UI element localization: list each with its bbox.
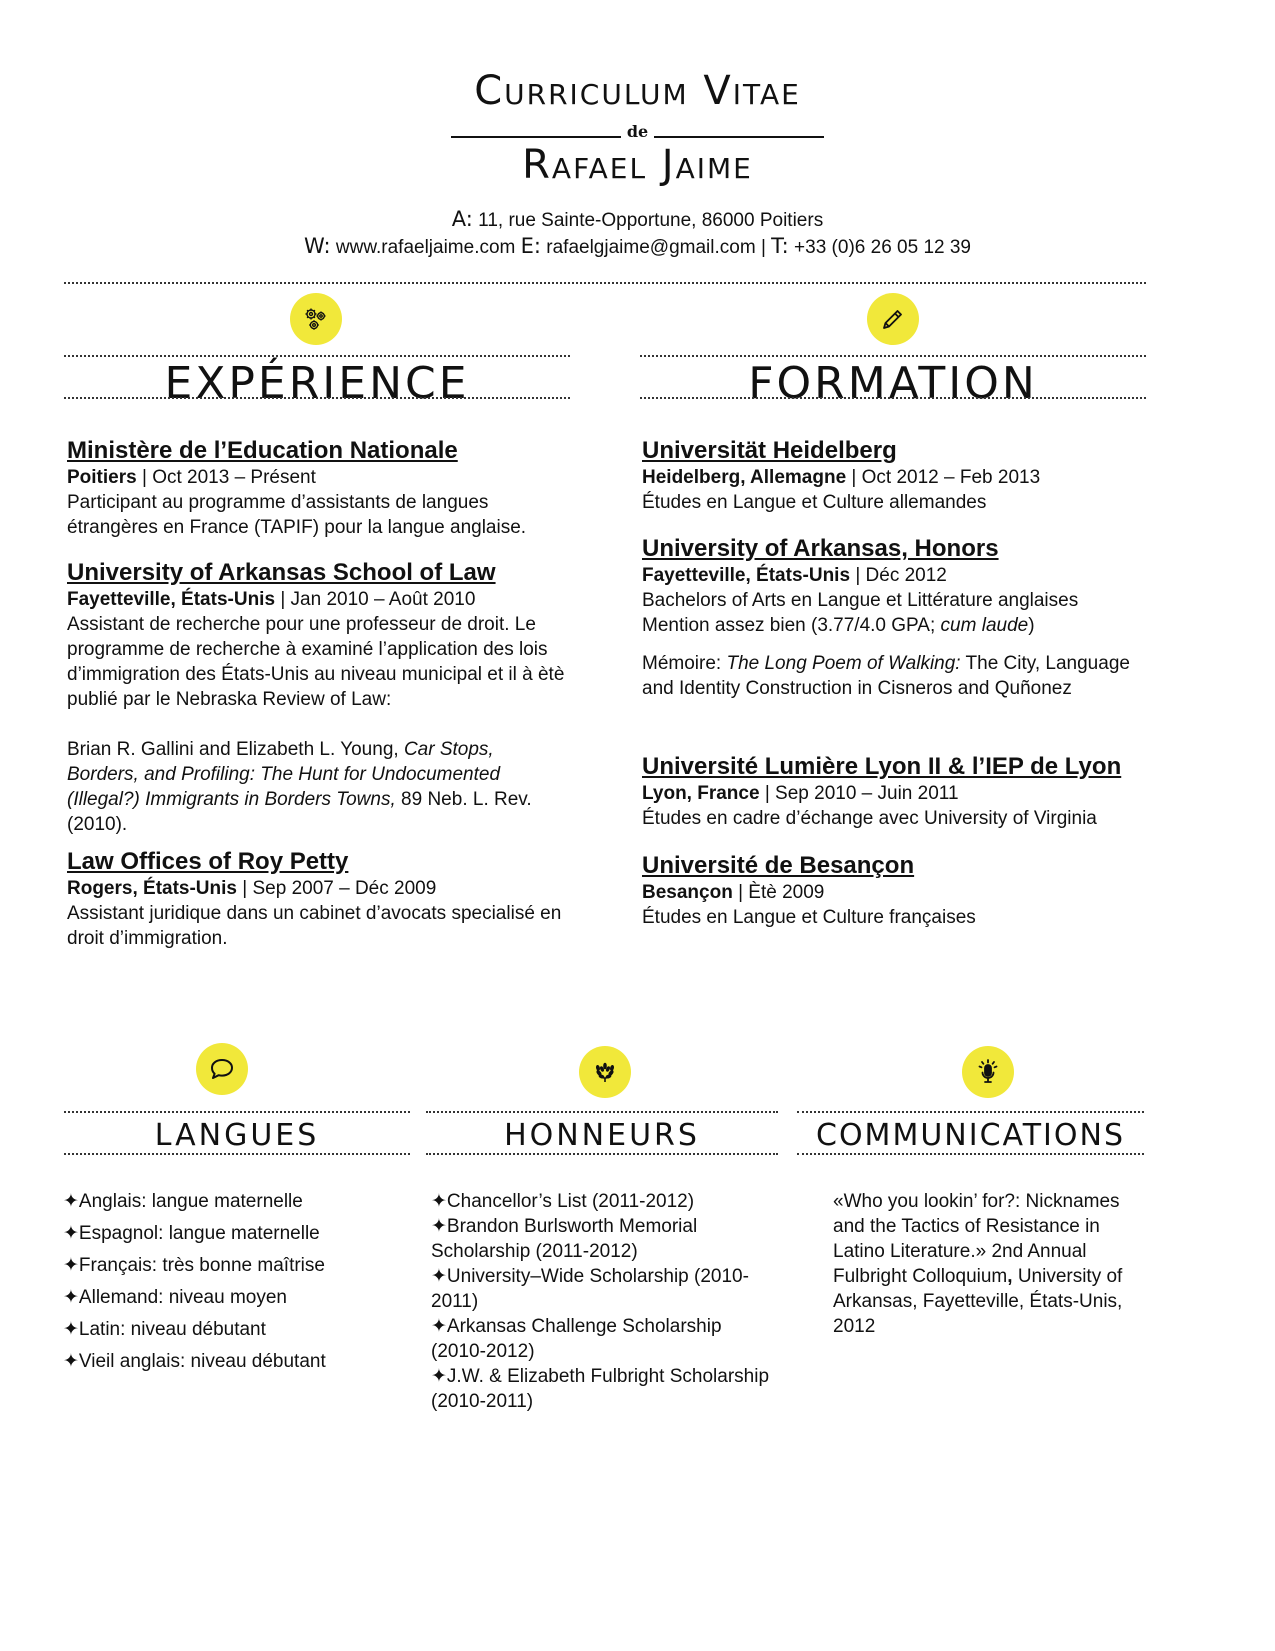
entry-place: Rogers, États-Unis bbox=[67, 878, 237, 899]
phone: +33 (0)6 26 05 12 39 bbox=[794, 237, 971, 258]
entry-title: Law Offices of Roy Petty bbox=[67, 848, 349, 875]
mention bbox=[642, 613, 1142, 638]
entry-title: Université de Besançon bbox=[642, 852, 915, 879]
email-link[interactable]: rafaelgjaime@gmail.com bbox=[546, 237, 756, 258]
experience-entry bbox=[67, 437, 567, 540]
website-label: W: bbox=[303, 234, 331, 258]
publication-citation bbox=[67, 737, 567, 837]
entry-description: Études en Langue et Culture françaises bbox=[642, 907, 976, 928]
list-item: ✦Chancellor’s List (2011-2012) bbox=[431, 1191, 695, 1212]
contact-web-line bbox=[0, 233, 1275, 261]
pencil-icon bbox=[867, 293, 919, 345]
memoire-rest: The City, Language and Identity Construction in Cisneros and Quñonez bbox=[642, 653, 1130, 699]
entry-dates: | Sep 2010 – Juin 2011 bbox=[764, 783, 959, 804]
langues-list bbox=[63, 1189, 413, 1381]
communication-title: «Who you lookin’ for?: Nicknames and the Tactics of Resistance in Latino Literature.» 2nd Annual Fulbright Colloquium bbox=[833, 1191, 1120, 1287]
communications-bottom-rule bbox=[797, 1153, 1144, 1155]
entry-title: Université Lumière Lyon II & l’IEP de Lyon bbox=[642, 753, 1122, 780]
langues-heading: LANGUES bbox=[154, 1118, 320, 1153]
experience-entry bbox=[67, 848, 567, 951]
de-left-rule bbox=[451, 136, 621, 138]
entry-title: University of Arkansas School of Law bbox=[67, 559, 496, 586]
entry-place: Lyon, France bbox=[642, 783, 760, 804]
communications-top-rule bbox=[797, 1111, 1144, 1113]
phone-label: T: bbox=[771, 234, 789, 258]
contact-address-line bbox=[0, 206, 1275, 234]
address: 11, rue Sainte-Opportune, 86000 Poitiers bbox=[478, 210, 824, 231]
formation-entry bbox=[642, 437, 1142, 515]
formation-bottom-rule bbox=[640, 397, 1146, 399]
microphone-icon bbox=[962, 1046, 1014, 1098]
citation-title: Car Stops, Borders, and Profiling: The Hunt for Undocumented (Illegal?) Immigrants in Borders Towns, bbox=[67, 739, 501, 810]
list-item: ✦Brandon Burlsworth Memorial Scholarship (2011-2012) bbox=[431, 1216, 698, 1262]
cv-title: Curriculum Vitae bbox=[474, 68, 801, 114]
entry-meta bbox=[67, 587, 567, 612]
entry-dates: | Déc 2012 bbox=[855, 565, 947, 586]
entry-description: Assistant de recherche pour une professeur de droit. Le programme de recherche à examiné l’application des lois d’immigration des États-Unis au niveau municipal et il à ètè publié par le Nebraska Review of Law: bbox=[67, 614, 565, 710]
experience-heading: EXPÉRIENCE bbox=[164, 358, 470, 409]
experience-top-rule bbox=[64, 355, 570, 357]
entry-dates: | Sep 2007 – Déc 2009 bbox=[242, 878, 437, 899]
memoire-title: The Long Poem of Walking: bbox=[726, 653, 961, 674]
communication-venue: University of Arkansas, Fayetteville, États-Unis, 2012 bbox=[833, 1266, 1123, 1337]
honneurs-bottom-rule bbox=[426, 1153, 778, 1155]
entry-description: Participant au programme d’assistants de langues étrangères en France (TAPIF) pour la langue anglaise. bbox=[67, 492, 527, 538]
list-item: ✦J.W. & Elizabeth Fulbright Scholarship (2010-2011) bbox=[431, 1366, 770, 1412]
entry-description: Bachelors of Arts en Langue et Littérature anglaises bbox=[642, 590, 1079, 611]
address-label: A: bbox=[451, 207, 473, 231]
mention-close: ) bbox=[1028, 615, 1035, 636]
experience-entry bbox=[67, 559, 567, 837]
entry-place: Besançon bbox=[642, 882, 733, 903]
entry-description: Assistant juridique dans un cabinet d’avocats specialisé en droit d’immigration. bbox=[67, 903, 562, 949]
header-divider bbox=[64, 282, 1146, 284]
formation-top-rule bbox=[640, 355, 1146, 357]
langues-bottom-rule bbox=[64, 1153, 410, 1155]
communication-comma: , bbox=[1007, 1266, 1013, 1287]
entry-meta bbox=[67, 876, 567, 901]
list-item: ✦Anglais: langue maternelle bbox=[63, 1191, 303, 1212]
list-item: ✦University–Wide Scholarship (2010-2011) bbox=[431, 1266, 749, 1312]
entry-meta bbox=[642, 563, 1142, 588]
entry-description: Études en cadre d’échange avec University of Virginia bbox=[642, 808, 1097, 829]
formation-heading: FORMATION bbox=[748, 358, 1038, 409]
langues-top-rule bbox=[64, 1111, 410, 1113]
entry-place: Fayetteville, États-Unis bbox=[67, 589, 276, 610]
list-item: ✦Arkansas Challenge Scholarship (2010-2012) bbox=[431, 1316, 722, 1362]
entry-meta bbox=[642, 781, 1142, 806]
citation-authors: Brian R. Gallini and Elizabeth L. Young, bbox=[67, 739, 399, 760]
separator: | bbox=[760, 237, 766, 258]
laurel-icon bbox=[579, 1046, 631, 1098]
communications-heading: COMMUNICATIONS bbox=[816, 1118, 1125, 1153]
entry-meta bbox=[642, 465, 1142, 490]
de-divider bbox=[0, 122, 1275, 141]
de-right-rule bbox=[654, 136, 824, 138]
email-label: E: bbox=[520, 234, 541, 258]
list-item: ✦Espagnol: langue maternelle bbox=[63, 1223, 320, 1244]
de-label: de bbox=[626, 122, 649, 141]
entry-description: Études en Langue et Culture allemandes bbox=[642, 492, 987, 513]
citation-rest: 89 Neb. L. Rev. (2010). bbox=[67, 789, 532, 835]
honneurs-list bbox=[431, 1189, 781, 1414]
experience-bottom-rule bbox=[64, 397, 570, 399]
entry-dates: | Ètè 2009 bbox=[738, 882, 825, 903]
entry-place: Heidelberg, Allemagne bbox=[642, 467, 847, 488]
honneurs-heading: HONNEURS bbox=[504, 1118, 700, 1153]
list-item: ✦Allemand: niveau moyen bbox=[63, 1287, 287, 1308]
memoire bbox=[642, 651, 1142, 701]
honneurs-top-rule bbox=[426, 1111, 778, 1113]
entry-meta bbox=[642, 880, 1142, 905]
list-item: ✦Vieil anglais: niveau débutant bbox=[63, 1351, 326, 1372]
gears-icon bbox=[290, 293, 342, 345]
mention-latin: cum laude bbox=[940, 615, 1029, 636]
speech-bubble-icon bbox=[196, 1043, 248, 1095]
entry-dates: | Oct 2013 – Présent bbox=[141, 467, 316, 488]
formation-entry bbox=[642, 535, 1142, 701]
formation-entry bbox=[642, 753, 1142, 831]
website-link[interactable]: www.rafaeljaime.com bbox=[335, 237, 516, 258]
entry-place: Poitiers bbox=[67, 467, 137, 488]
communications-text bbox=[833, 1189, 1138, 1339]
entry-dates: | Jan 2010 – Août 2010 bbox=[280, 589, 476, 610]
entry-title: University of Arkansas, Honors bbox=[642, 535, 999, 562]
entry-dates: | Oct 2012 – Feb 2013 bbox=[851, 467, 1041, 488]
entry-place: Fayetteville, États-Unis bbox=[642, 565, 851, 586]
entry-title: Ministère de l’Education Nationale bbox=[67, 437, 458, 464]
list-item: ✦Latin: niveau débutant bbox=[63, 1319, 266, 1340]
entry-title: Universität Heidelberg bbox=[642, 437, 897, 464]
mention-text: Mention assez bien (3.77/4.0 GPA; bbox=[642, 615, 936, 636]
entry-meta bbox=[67, 465, 567, 490]
person-name: Rafael Jaime bbox=[522, 142, 753, 188]
memoire-label: Mémoire: bbox=[642, 653, 722, 674]
formation-entry bbox=[642, 852, 1142, 930]
list-item: ✦Français: très bonne maîtrise bbox=[63, 1255, 325, 1276]
